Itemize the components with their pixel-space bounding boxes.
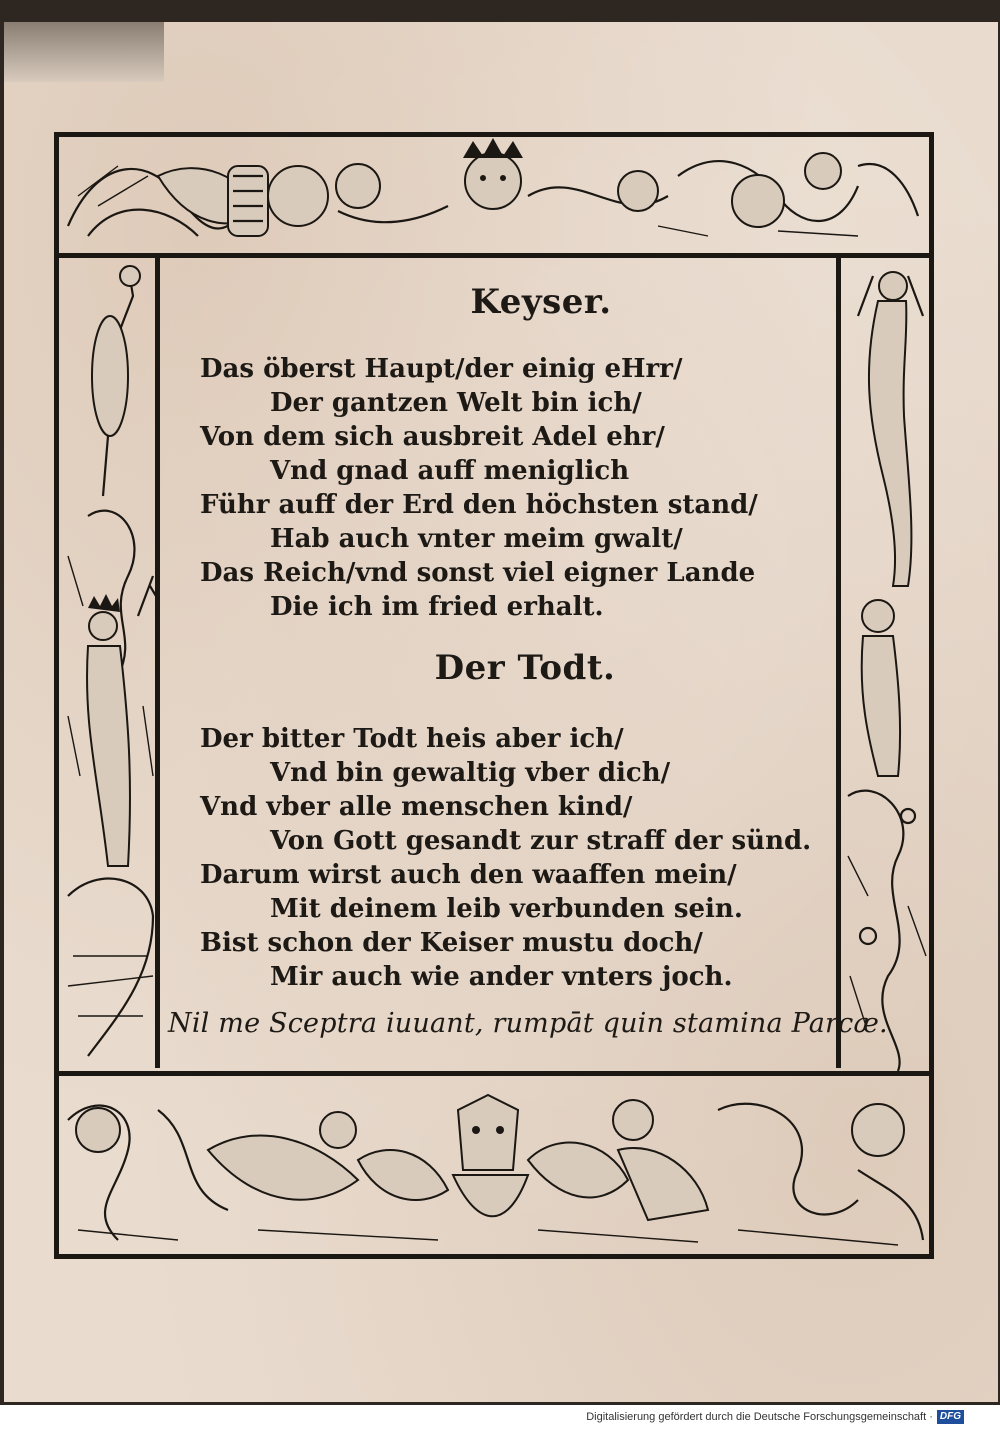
verse-line: Bist schon der Keiser mustu doch/: [200, 928, 703, 958]
verse-line: Mit deinem leib verbunden sein.: [270, 894, 743, 924]
verse-line: Mir auch wie ander vnters joch.: [270, 962, 733, 992]
verse-line: Hab auch vnter meim gwalt/: [270, 524, 683, 554]
verse-line: Von dem sich ausbreit Adel ehr/: [200, 422, 665, 452]
digitization-footer: [586, 1408, 964, 1426]
verse-line: Führ auff der Erd den höchsten stand/: [200, 490, 758, 520]
footer-credit: Digitalisierung gefördert durch die Deutsche Forschungsgemeinschaft ·: [586, 1411, 933, 1423]
verse-line: Vnd bin gewaltig vber dich/: [270, 758, 671, 788]
verse-line: Vnd vber alle menschen kind/: [200, 792, 633, 822]
heading-der-todt: Der Todt.: [434, 648, 616, 688]
verse-line: Der bitter Todt heis aber ich/: [200, 724, 624, 754]
text-panel: [168, 262, 888, 1062]
verse-line: Von Gott gesandt zur straff der sünd.: [270, 826, 812, 856]
heading-keyser: Keyser.: [470, 282, 612, 322]
verse-line: Der gantzen Welt bin ich/: [270, 388, 642, 418]
verse-keyser: [200, 352, 758, 624]
verse-line: Darum wirst auch den waaffen mein/: [200, 860, 737, 890]
verse-line: Die ich im fried erhalt.: [270, 592, 604, 622]
verse-der-todt: [200, 722, 811, 994]
latin-motto: Nil me Sceptra iuuant, rumpāt quin stamina Parcæ.: [168, 1008, 888, 1039]
binding-edge: [4, 22, 164, 82]
verse-line: Vnd gnad auff meniglich: [270, 456, 630, 486]
verse-line: Das öberst Haupt/der einig eHrr/: [200, 354, 683, 384]
dfg-logo-icon: DFG: [937, 1410, 964, 1424]
verse-line: Das Reich/vnd sonst viel eigner Lande: [200, 558, 756, 588]
